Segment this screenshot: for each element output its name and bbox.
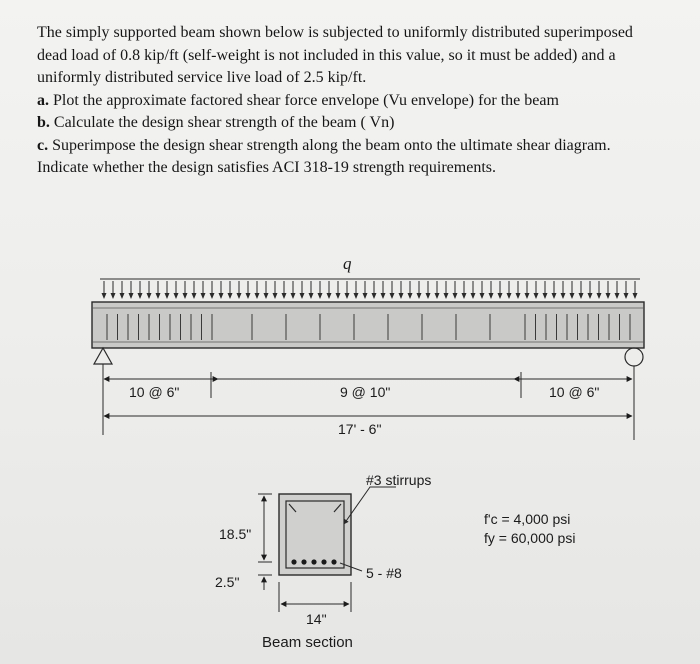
load-arrow-head (381, 293, 386, 299)
load-arrow-head (444, 293, 449, 299)
load-arrow-head (372, 293, 377, 299)
roller-support (625, 348, 643, 366)
beam-body (92, 302, 644, 348)
load-arrow-head (246, 293, 251, 299)
load-arrow-head (174, 293, 179, 299)
load-arrow-head (507, 293, 512, 299)
section-title: Beam section (262, 634, 353, 651)
load-arrow-head (147, 293, 152, 299)
load-arrow-head (111, 293, 116, 299)
load-arrow-head (192, 293, 197, 299)
load-arrow-head (570, 293, 575, 299)
load-arrow-head (480, 293, 485, 299)
load-arrow-head (426, 293, 431, 299)
load-arrow-head (597, 293, 602, 299)
load-arrow-head (399, 293, 404, 299)
load-arrow-head (489, 293, 494, 299)
load-arrow-head (561, 293, 566, 299)
load-arrow-head (219, 293, 224, 299)
load-label: q (343, 254, 352, 273)
depth-label: 18.5" (219, 526, 252, 542)
distributed-load-arrows (102, 281, 638, 299)
load-arrow-head (120, 293, 125, 299)
load-arrow-head (237, 293, 242, 299)
load-arrow-head (273, 293, 278, 299)
load-arrow-head (525, 293, 530, 299)
load-arrow-head (165, 293, 170, 299)
load-arrow-head (390, 293, 395, 299)
part-a-text: Plot the approximate factored shear force envelope (Vu envelope) for the beam (53, 91, 559, 109)
load-arrow-head (462, 293, 467, 299)
part-a-label: a. (37, 91, 49, 109)
load-arrow-head (408, 293, 413, 299)
part-c-cont: Indicate whether the design satisfies ACI 318-19 strength requirements. (37, 159, 496, 176)
load-arrow-head (543, 293, 548, 299)
pin-support (94, 348, 112, 364)
load-arrow-head (354, 293, 359, 299)
load-arrow-head (156, 293, 161, 299)
cover-label: 2.5" (215, 574, 240, 590)
load-arrow-head (453, 293, 458, 299)
load-arrow-head (129, 293, 134, 299)
part-c-text-1: Superimpose the design shear strength along the beam onto the ultimate shear diagram. (52, 136, 611, 154)
load-arrow-head (327, 293, 332, 299)
load-arrow-head (102, 293, 107, 299)
load-arrow-head (516, 293, 521, 299)
load-arrow-head (282, 293, 287, 299)
load-arrow-head (615, 293, 620, 299)
fy-label: fy = 60,000 psi (484, 530, 576, 546)
load-arrow-head (471, 293, 476, 299)
load-arrow-head (633, 293, 638, 299)
width-label: 14" (306, 611, 327, 627)
load-arrow-head (318, 293, 323, 299)
fc-label: f'c = 4,000 psi (484, 511, 571, 527)
load-arrow-head (228, 293, 233, 299)
load-arrow-head (210, 293, 215, 299)
load-arrow-head (588, 293, 593, 299)
load-arrow-head (417, 293, 422, 299)
left-spacing-label: 10 @ 6" (129, 384, 180, 400)
load-arrow-head (624, 293, 629, 299)
part-b-label: b. (37, 114, 50, 131)
load-arrow-head (552, 293, 557, 299)
intro-line-2: dead load of 0.8 kip/ft (self-weight is not included in this value, so it must be added) and a (37, 46, 616, 64)
load-arrow-head (300, 293, 305, 299)
bars-label: 5 - #8 (366, 565, 402, 581)
middle-spacing-label: 9 @ 10" (340, 384, 391, 400)
load-arrow-head (498, 293, 503, 299)
load-arrow-head (138, 293, 143, 299)
load-arrow-head (183, 293, 188, 299)
load-arrow-head (606, 293, 611, 299)
load-arrow-head (291, 293, 296, 299)
part-b-text: Calculate the design shear strength of the beam ( Vn) (53, 114, 395, 131)
load-arrow-head (309, 293, 314, 299)
right-spacing-label: 10 @ 6" (549, 384, 600, 400)
stirrups-leader (344, 487, 396, 524)
stirrups-label: #3 stirrups (366, 472, 432, 488)
load-arrow-head (363, 293, 368, 299)
load-arrow-head (345, 293, 350, 299)
span-label: 17' - 6" (338, 421, 382, 437)
intro-line-1: The simply supported beam shown below is subjected to uniformly distributed superimposed (37, 24, 633, 41)
load-arrow-head (264, 293, 269, 299)
load-arrow-head (201, 293, 206, 299)
load-arrow-head (336, 293, 341, 299)
load-arrow-head (534, 293, 539, 299)
part-c-label: c. (37, 136, 49, 154)
load-arrow-head (579, 293, 584, 299)
load-arrow-head (255, 293, 260, 299)
load-arrow-head (435, 293, 440, 299)
intro-line-3: uniformly distributed service live load of 2.5 kip/ft. (37, 69, 367, 86)
